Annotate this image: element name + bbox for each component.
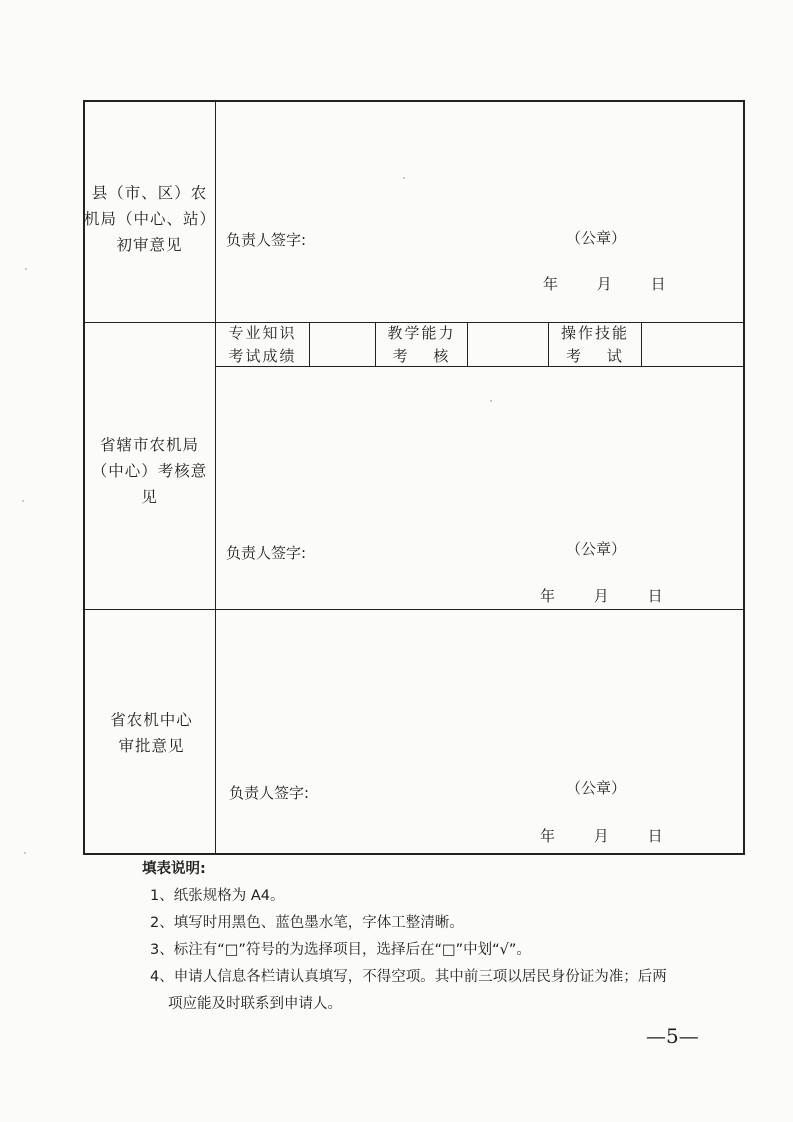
instructions-title: 填表说明:	[142, 861, 206, 877]
knowledge-exam-score-field[interactable]	[310, 323, 374, 365]
provincial-seal-label: （公章）	[566, 779, 627, 797]
teaching-ability-label: 教学能力 考 核	[387, 324, 456, 365]
scan-speck	[403, 177, 405, 179]
knowledge-exam-score-label: 专业知识 考试成绩	[228, 324, 297, 365]
instruction-item: 3、标注有“□”符号的为选择项目，选择后在“□”中划“√”。	[150, 942, 531, 958]
instruction-item: 项应能及时联系到申请人。	[168, 996, 342, 1012]
city-sign-label: 负责人签字:	[226, 544, 307, 562]
county-date: 年 月 日	[543, 275, 666, 293]
city-assessment-label: 省辖市农机局 （中心）考核意 见	[91, 436, 208, 506]
page-number: —5—	[646, 1024, 699, 1048]
county-review-label: 县（市、区）农 机局（中心、站） 初审意见	[84, 184, 217, 254]
scan-speck	[490, 400, 492, 402]
operation-skill-field[interactable]	[642, 323, 743, 365]
scan-speck	[25, 268, 27, 270]
instruction-item: 4、申请人信息各栏请认真填写，不得空项。其中前三项以居民身份证为准；后两	[150, 969, 667, 985]
city-seal-label: （公章）	[566, 540, 627, 558]
provincial-approval-label: 省农机中心 审批意见	[110, 711, 193, 755]
teaching-ability-field[interactable]	[468, 323, 547, 365]
row-divider-2	[84, 609, 744, 610]
scan-speck	[22, 500, 24, 502]
county-sign-label: 负责人签字:	[226, 231, 307, 249]
county-seal-label: （公章）	[566, 229, 627, 247]
instruction-item: 1、纸张规格为 A4。	[150, 888, 285, 904]
form-instructions	[128, 856, 667, 1018]
city-date: 年 月 日	[540, 587, 663, 605]
provincial-date: 年 月 日	[540, 827, 663, 845]
operation-skill-label: 操作技能 考 试	[560, 324, 629, 365]
instruction-item: 2、填写时用黑色、蓝色墨水笔，字体工整清晰。	[150, 915, 464, 931]
scan-speck	[24, 852, 26, 854]
provincial-sign-label: 负责人签字:	[229, 784, 310, 802]
